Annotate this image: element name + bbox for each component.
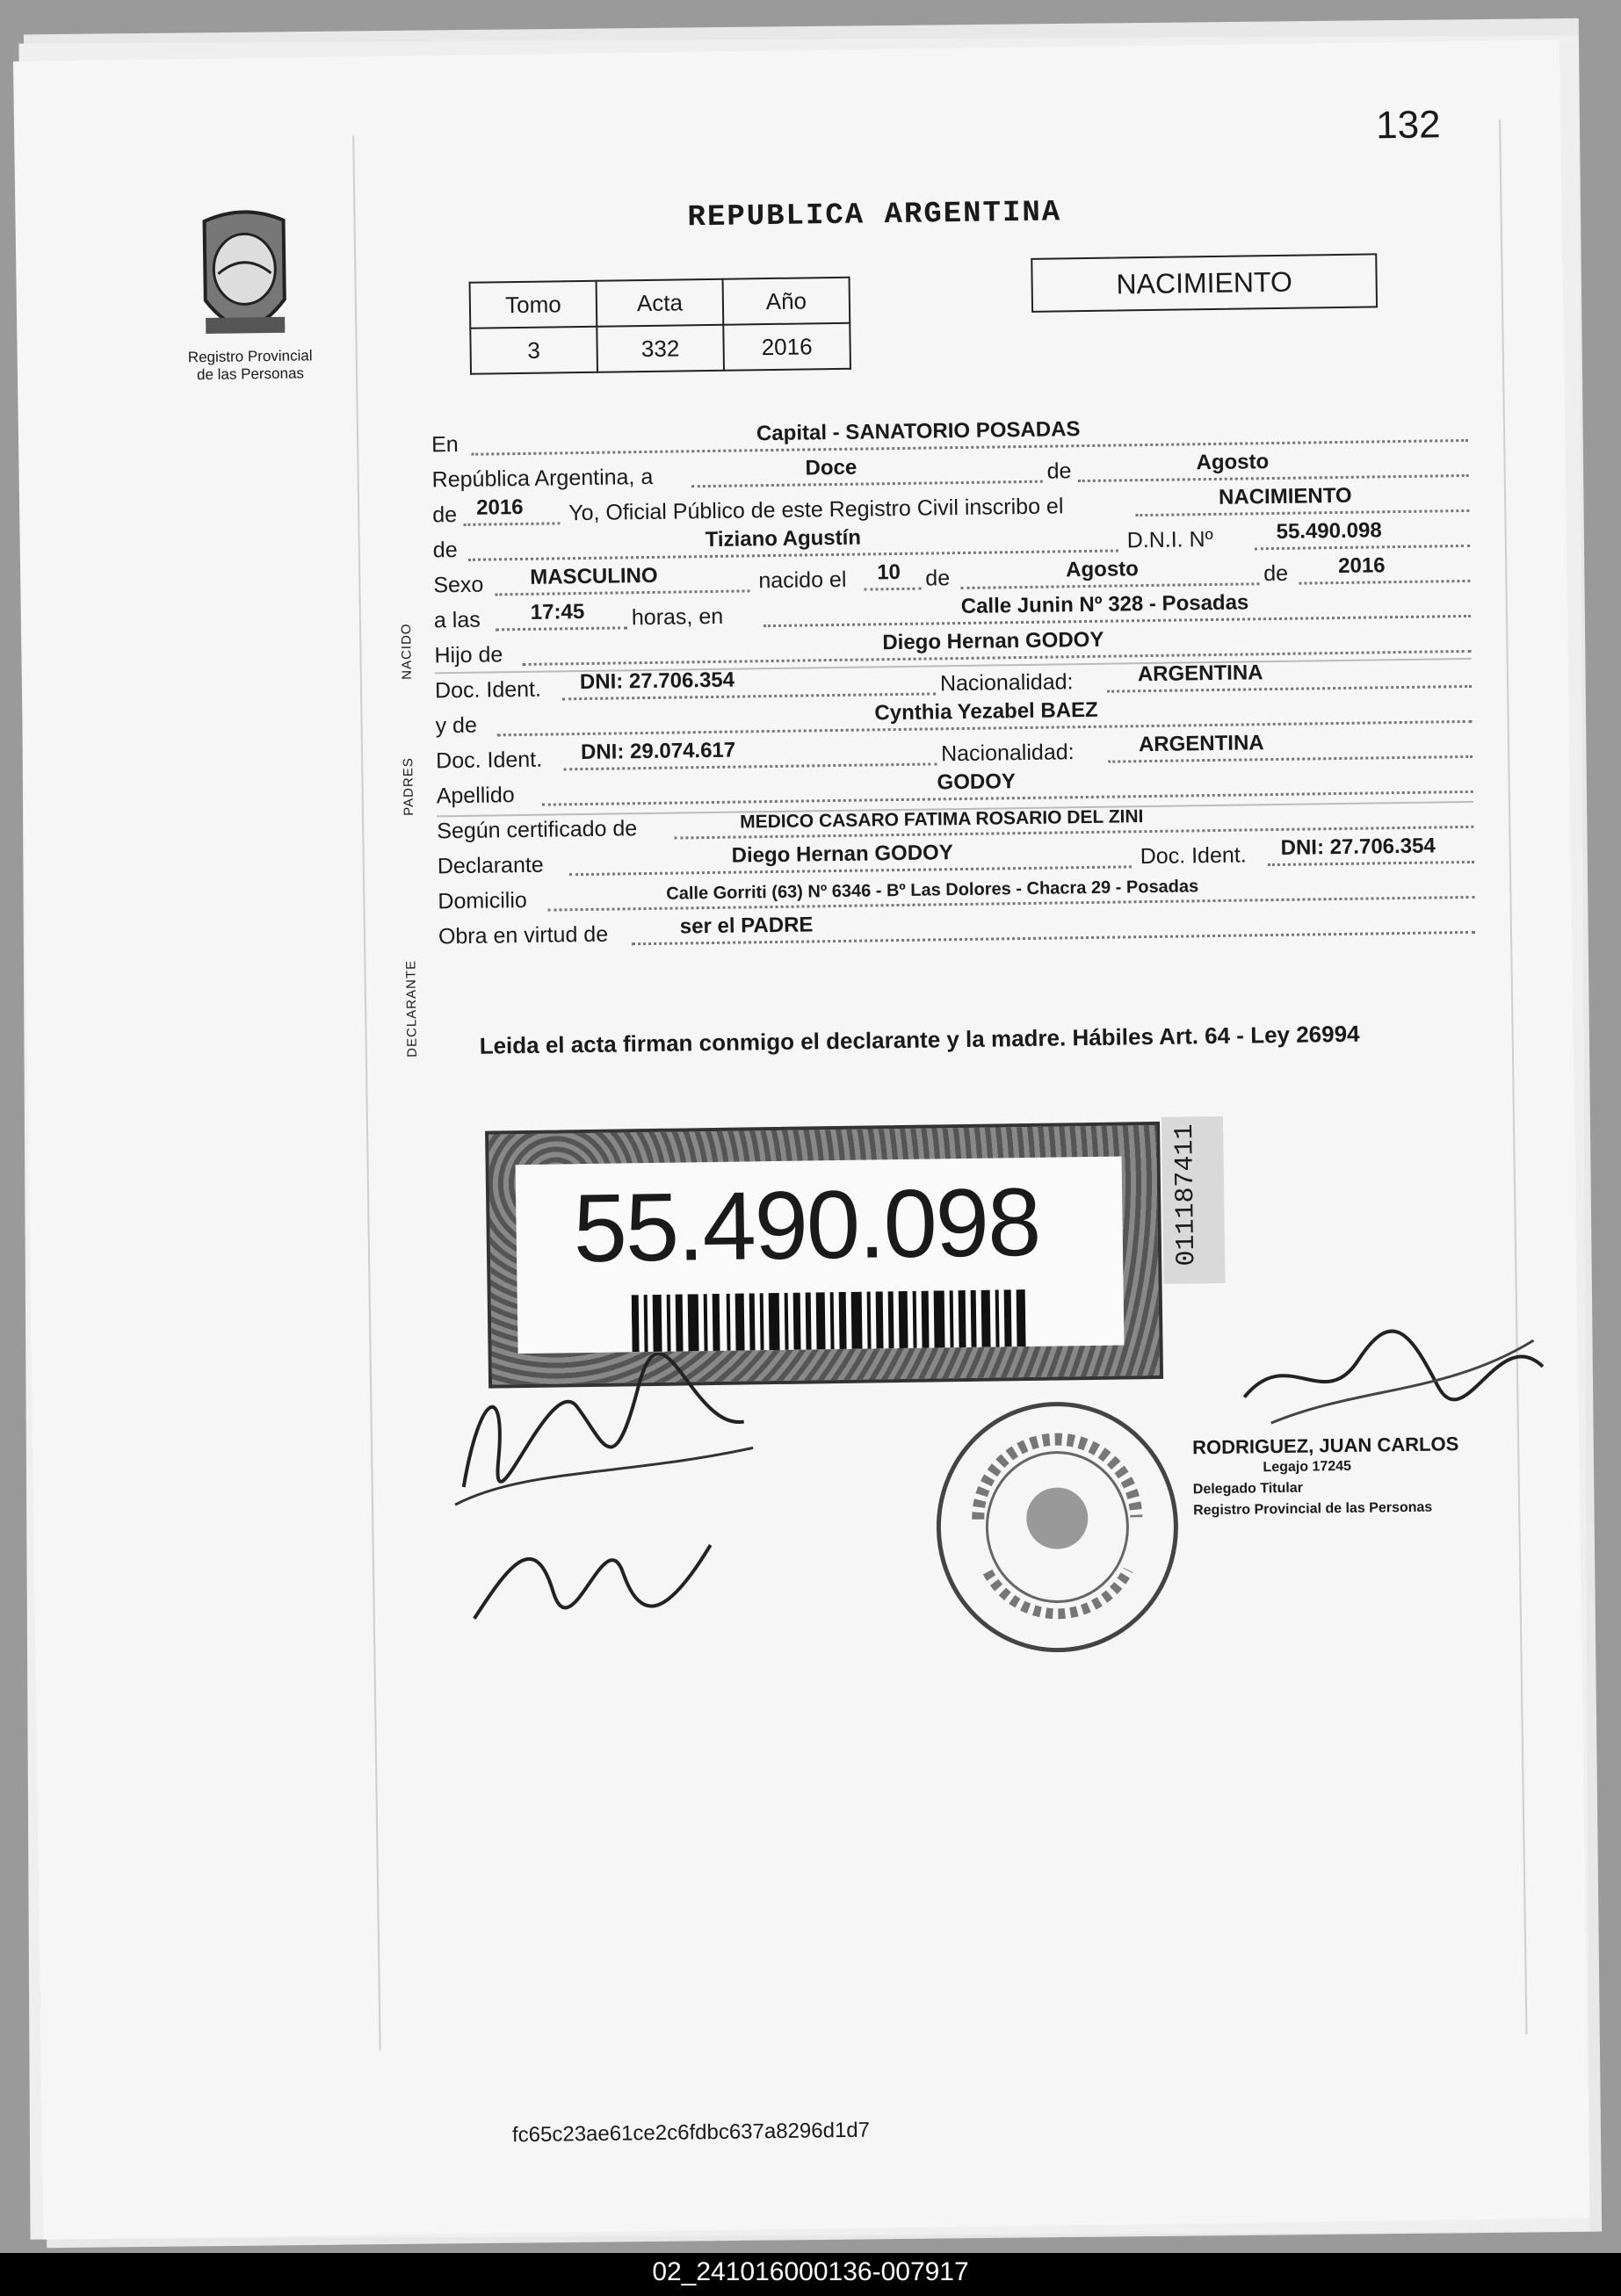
hijo-label: Hijo de <box>434 642 503 668</box>
scan-id: 02_241016000136-007917 <box>652 2257 969 2286</box>
nacionalidad-label-2: Nacionalidad: <box>940 740 1075 767</box>
header-acta: Acta <box>597 279 724 327</box>
docident-label-2: Doc. Ident. <box>435 747 543 774</box>
registry-table <box>469 277 851 375</box>
birth-certificate-page <box>13 40 1589 2239</box>
surname-value: GODOY <box>937 769 1017 795</box>
dotted-line <box>1268 861 1474 866</box>
declarante-label: Declarante <box>437 852 544 879</box>
province-crest-icon <box>186 202 302 357</box>
anio-value: 2016 <box>723 323 850 371</box>
nacionalidad-label: Nacionalidad: <box>939 669 1074 697</box>
birth-year-value: 2016 <box>1337 553 1386 578</box>
birth-month-value: Agosto <box>1066 557 1140 582</box>
domicilio-label: Domicilio <box>438 887 527 914</box>
time-value: 17:45 <box>530 599 585 625</box>
document-type-box: NACIMIENTO <box>1031 253 1378 312</box>
dotted-line <box>496 589 750 596</box>
yo-text: Yo, Oficial Público de este Registro Civil inscribo el <box>568 494 1064 526</box>
left-margin-line <box>352 136 380 2051</box>
officer-title: Delegado Titular <box>1192 1480 1304 1498</box>
child-dni-value: 55.490.098 <box>1276 518 1382 544</box>
dni-label: D.N.I. Nº <box>1126 526 1213 553</box>
alas-label: a las <box>433 607 481 633</box>
right-margin-line <box>1499 119 1527 2034</box>
day-word-value: Doce <box>805 455 858 480</box>
father-dni-value: DNI: 27.706.354 <box>579 668 735 695</box>
docident-label: Doc. Ident. <box>434 676 542 704</box>
dotted-line <box>1299 580 1470 585</box>
folio-number: 132 <box>1375 103 1441 148</box>
place-value: Capital - SANATORIO POSADAS <box>756 417 1081 446</box>
serial-number: 011187411 <box>1170 1123 1203 1267</box>
officer-signature-icon <box>1234 1305 1552 1441</box>
dotted-line <box>1255 545 1470 550</box>
yde-label: y de <box>435 712 478 739</box>
docident-label-3: Doc. Ident. <box>1140 842 1247 870</box>
de-label-4: de <box>925 566 951 591</box>
child-name-value: Tiziano Agustín <box>705 525 862 552</box>
birth-day-value: 10 <box>877 560 901 585</box>
side-label-declarant: DECLARANTE <box>403 959 420 1058</box>
id-number-stamp <box>485 1122 1163 1389</box>
dotted-line <box>463 522 560 526</box>
father-nationality-value: ARGENTINA <box>1137 661 1263 687</box>
certifier-value: MEDICO CASARO FATIMA ROSARIO DEL ZINI <box>740 806 1144 833</box>
official-seal-icon <box>923 1393 1190 1660</box>
agency-name <box>167 347 335 385</box>
certificado-label: Según certificado de <box>437 816 638 844</box>
acta-value: 332 <box>597 325 724 372</box>
horas-label: horas, en <box>631 603 724 631</box>
en-label: En <box>431 431 459 458</box>
year-value: 2016 <box>475 495 524 520</box>
side-label-born: NACIDO <box>398 623 415 680</box>
month-value: Agosto <box>1196 450 1270 475</box>
de-label-2: de <box>432 502 458 528</box>
event-value: NACIMIENTO <box>1218 483 1352 509</box>
document-hash: fc65c23ae61ce2c6fdbc637a8296d1d7 <box>511 2118 871 2148</box>
header-tomo: Tomo <box>470 281 597 329</box>
country-heading: REPUBLICA ARGENTINA <box>687 196 1062 235</box>
mother-nationality-value: ARGENTINA <box>1138 731 1264 757</box>
father-name-value: Diego Hernan GODOY <box>882 627 1104 655</box>
side-label-parents: PADRES <box>401 757 417 816</box>
capacity-value: ser el PADRE <box>679 913 814 939</box>
nacido-label: nacido el <box>758 567 847 594</box>
serial-strip <box>1161 1116 1226 1284</box>
agency-line-1: Registro Provincial <box>187 347 313 366</box>
obra-label: Obra en virtud de <box>438 921 609 949</box>
officer-legajo: Legajo 17245 <box>1263 1458 1352 1476</box>
dotted-line <box>960 582 1259 589</box>
id-number: 55.490.098 <box>572 1167 1040 1283</box>
officer-agency: Registro Provincial de las Personas <box>1193 1499 1433 1519</box>
birth-place-value: Calle Junin Nº 328 - Posadas <box>960 590 1249 618</box>
de-label: de <box>1046 458 1072 484</box>
closing-statement: Leida el acta firman conmigo el declarante y la madre. Hábiles Art. 64 - Ley 26994 <box>479 1020 1360 1059</box>
mother-dni-value: DNI: 29.074.617 <box>580 738 736 765</box>
de-label-5: de <box>1263 560 1289 587</box>
sex-value: MASCULINO <box>530 563 658 589</box>
declarant-signature-icon <box>445 1351 763 1513</box>
dotted-line <box>864 588 921 591</box>
dotted-line <box>496 626 627 631</box>
declarant-dni-value: DNI: 27.706.354 <box>1280 834 1436 860</box>
agency-line-2: de las Personas <box>196 365 305 384</box>
tomo-value: 3 <box>470 327 597 374</box>
header-anio: Año <box>723 278 850 325</box>
mother-signature-icon <box>464 1510 720 1636</box>
republic-label: República Argentina, a <box>431 464 654 493</box>
mother-name-value: Cynthia Yezabel BAEZ <box>874 697 1098 726</box>
officer-block <box>1192 1433 1459 1521</box>
sexo-label: Sexo <box>433 572 484 598</box>
apellido-label: Apellido <box>436 783 515 809</box>
officer-name: RODRIGUEZ, JUAN CARLOS <box>1191 1433 1459 1459</box>
barcode-icon <box>632 1289 1028 1352</box>
de-label-3: de <box>432 537 458 563</box>
address-value: Calle Gorriti (63) Nº 6346 - Bº Las Dolores - Chacra 29 - Posadas <box>666 877 1199 904</box>
declarant-value: Diego Hernan GODOY <box>731 841 953 868</box>
